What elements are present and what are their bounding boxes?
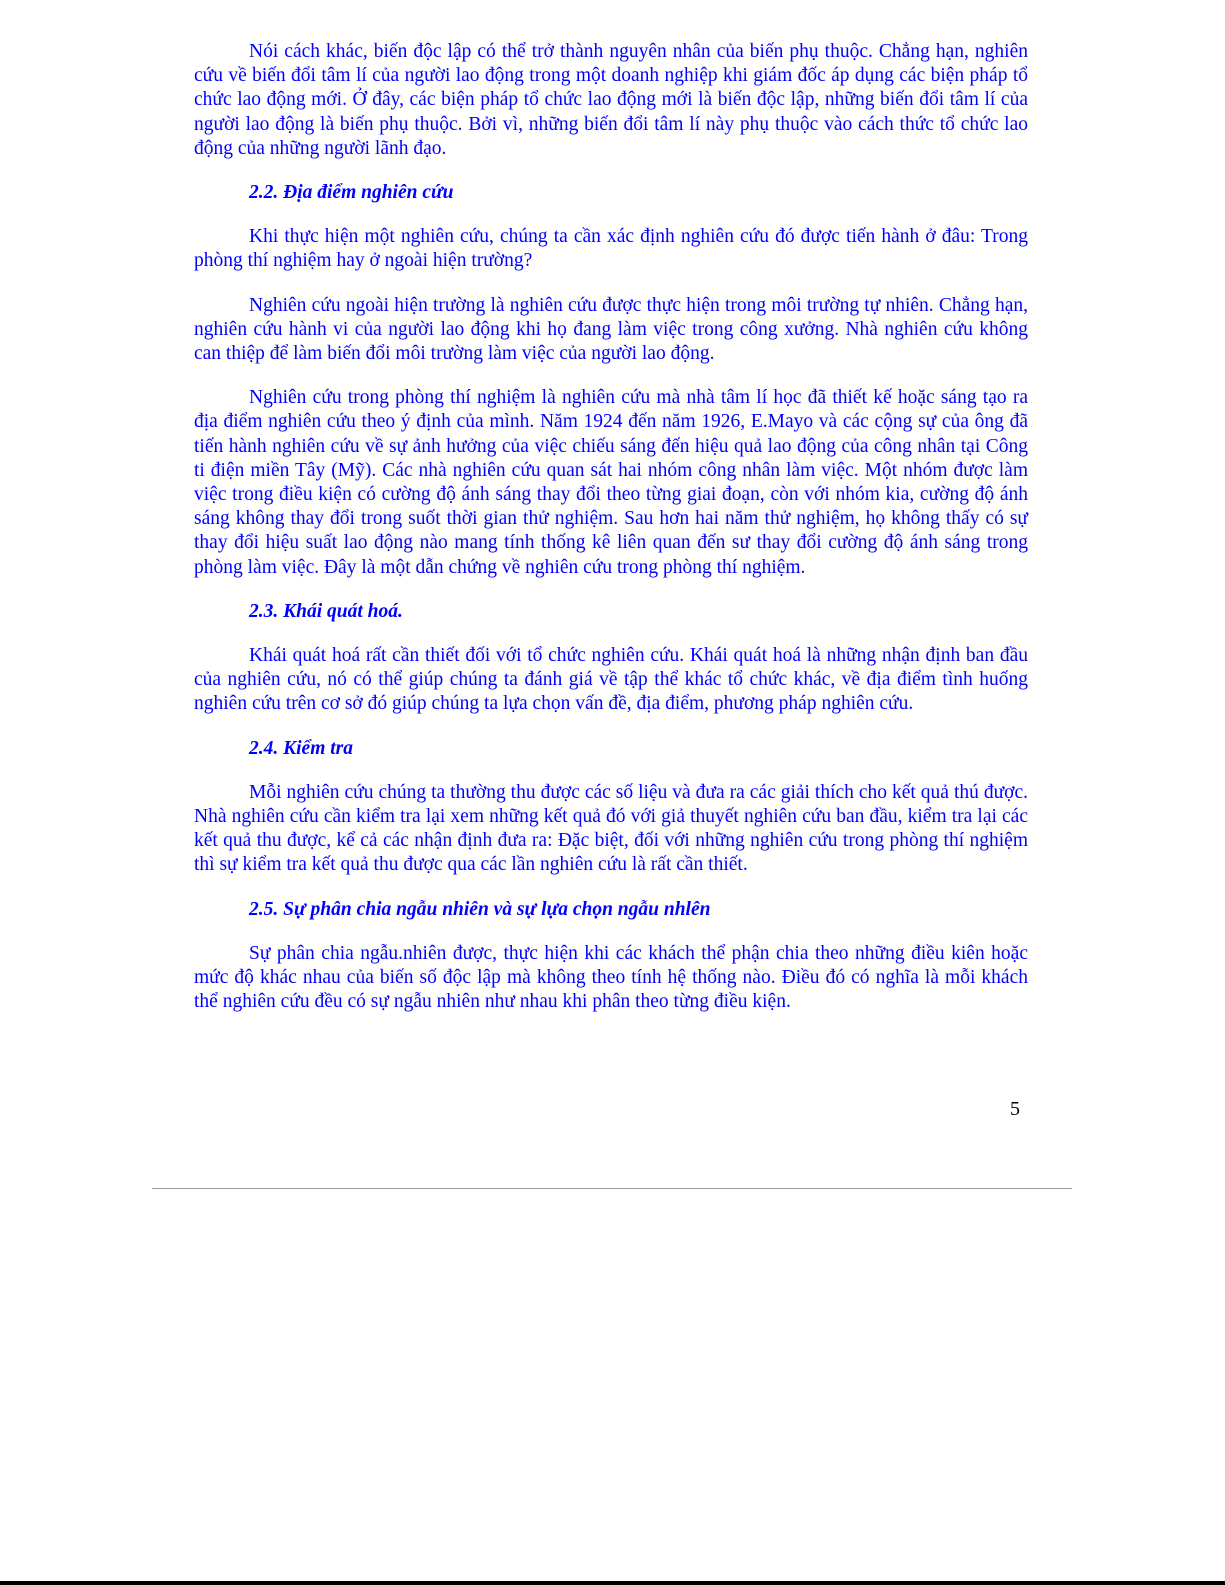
paragraph-location-question: Khi thực hiện một nghiên cứu, chúng ta cần xác định nghiên cứu đó được tiến hành ở đâu: Trong phòng thí nghiệm hay ở ngoài hiện trường? bbox=[194, 226, 1028, 272]
heading-research-location: 2.2. Địa điểm nghiên cứu bbox=[249, 182, 454, 204]
bottom-edge-bar bbox=[0, 1581, 1225, 1585]
heading-generalization: 2.3. Khái quát hoá. bbox=[249, 600, 403, 622]
paragraph-random-assignment: Sự phân chia ngẫu.nhiên được, thực hiện khi các khách thể phận chia theo những điều kiên hoặc mức độ khác nhau của biến số độc lập mà không theo tính hệ thống nào. Điều đó có nghĩa là mỗi khách thể nghiên cứu đều có sự ngẫu nhiên như nhau khi phân theo từng điều kiện. bbox=[194, 942, 1028, 1013]
heading-random-assignment: 2.5. Sự phân chia ngẫu nhiên và sự lựa chọn ngẫu nhlên bbox=[249, 898, 711, 920]
heading-verification: 2.4. Kiểm tra bbox=[249, 737, 354, 759]
paragraph-lab-research: Nghiên cứu trong phòng thí nghiệm là nghiên cứu mà nhà tâm lí học đã thiết kế hoặc sáng tạo ra địa điểm nghiên cứu theo ý định của mình. Năm 1924 đến năm 1926, E.Mayo và các cộng sự của ông đã tiến hành nghiên cứu về sự ảnh hưởng của việc chiếu sáng đến hiệu quả lao động của công nhân tại Công ti điện miền Tây (Mỹ). Các nhà nghiên cứu quan sát hai nhóm công nhân làm việc. Một nhóm được làm việc trong điều kiện có cường độ ánh sáng thay đổi theo từng giai đoạn, còn với nhóm kia, cường độ ánh sáng không thay đổi trong suốt thời gian thử nghiệm. Sau hơn hai năm thử nghiệm, họ không thấy có sự thay đổi hiệu suất lao động nào mang tính thống kê liên quan đến sư thay đổi cường độ ánh sáng trong phòng làm việc. Đây là một dẫn chứng về nghiên cứu trong phòng thí nghiệm. bbox=[194, 387, 1028, 578]
paragraph-verification: Mỗi nghiên cứu chúng ta thường thu được các số liệu và đưa ra các giải thích cho kết quả thú được. Nhà nghiên cứu cần kiểm tra lại xem những kết quả đó với giả thuyết nghiên cứu ban đầu, kiểm tra lại các kết quả thu được, kể cả các nhận định đưa ra: Đặc biệt, đối với những nghiên cứu trong phòng thí nghiệm thì sự kiểm tra kết quả thu được qua các lần nghiên cứu là rất cần thiết. bbox=[194, 781, 1028, 876]
document-page bbox=[194, 40, 1028, 1035]
paragraph-field-research: Nghiên cứu ngoài hiện trường là nghiên cứu được thực hiện trong môi trường tự nhiên. Chẳng hạn, nghiên cứu hành vi của người lao động khi họ đang làm việc trong công xưởng. Nhà nghiên cứu không can thiệp để làm biến đổi môi trường làm việc của người lao động. bbox=[194, 294, 1028, 365]
paragraph-independent-variable: Nói cách khác, biến độc lập có thể trở thành nguyên nhân của biến phụ thuộc. Chẳng hạn, nghiên cứu về biến đổi tâm lí của người lao động trong một doanh nghiệp khi giám đốc áp dụng các biện pháp tổ chức lao động mới. Ở đây, các biện pháp tổ chức lao động mới là biến độc lập, những biến đổi tâm lí của người lao động là biến phụ thuộc. Bởi vì, những biến đổi tâm lí này phụ thuộc vào cách thức tổ chức lao động của những người lãnh đạo. bbox=[194, 41, 1028, 159]
footer-divider bbox=[152, 1188, 1072, 1189]
paragraph-generalization: Khái quát hoá rất cần thiết đối với tổ chức nghiên cứu. Khái quát hoá là những nhận định ban đầu của nghiên cứu, nó có thể giúp chúng ta đánh giá về tập thể khác tổ chức khác, về địa điểm tình huống nghiên cứu trên cơ sở đó giúp chúng ta lựa chọn vấn đề, địa điểm, phương pháp nghiên cứu. bbox=[194, 645, 1028, 715]
page-number: 5 bbox=[1010, 1098, 1020, 1120]
